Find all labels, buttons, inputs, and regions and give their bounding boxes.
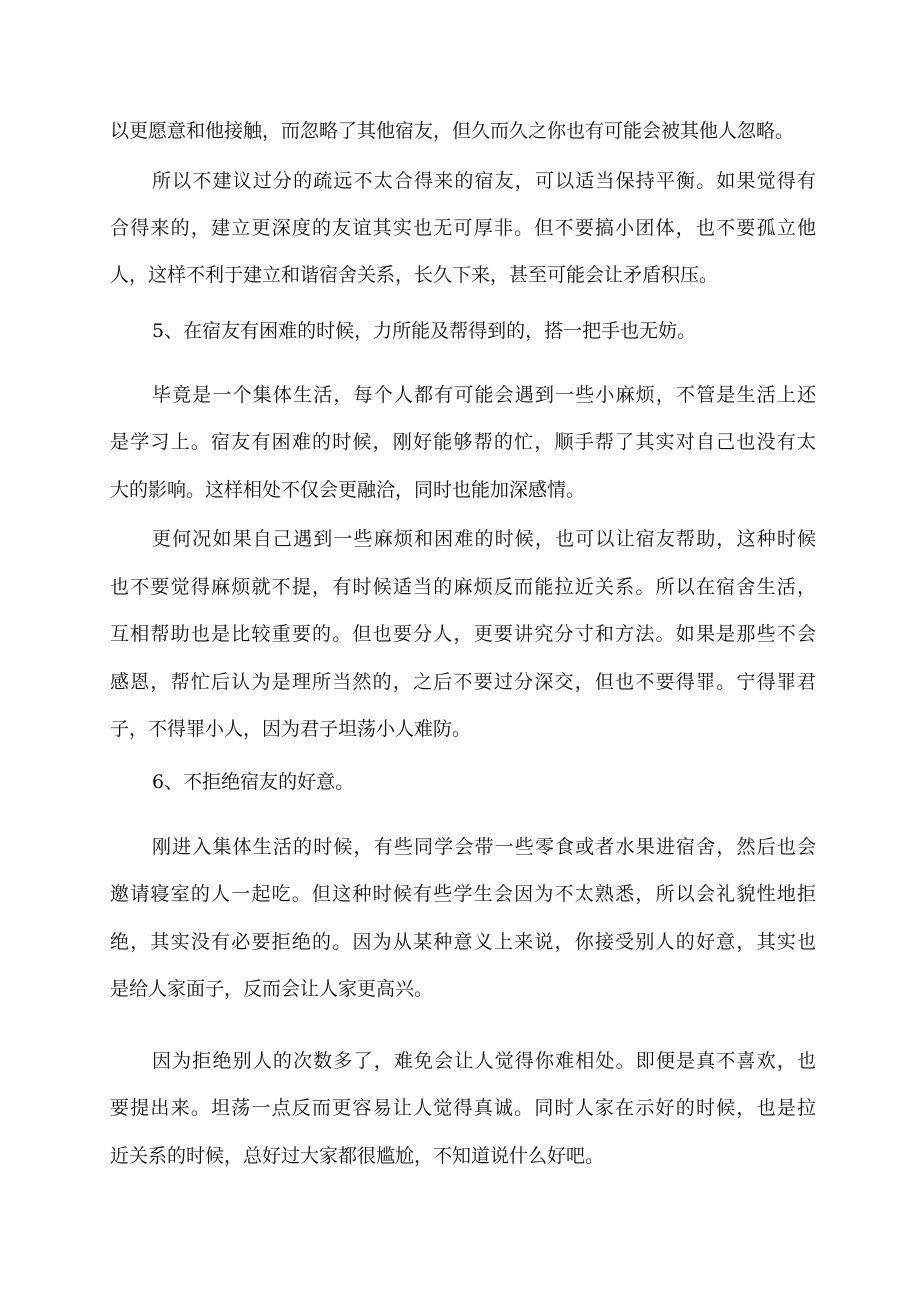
paragraph-line: 邀请寝室的人一起吃。但这种时候有些学生会因为不太熟悉，所以会礼貌性地拒 — [110, 883, 816, 905]
paragraph-line: 感恩，帮忙后认为是理所当然的，之后不要过分深交，但也不要得罪。宁得罪君 — [110, 671, 816, 693]
section-heading-5: 5、在宿友有困难的时候，力所能及帮得到的，搭一把手也无妨。 — [152, 320, 697, 342]
paragraph-line: 大的影响。这样相处不仅会更融洽，同时也能加深感情。 — [110, 479, 586, 501]
paragraph-line: 绝，其实没有必要拒绝的。因为从某种意义上来说，你接受别人的好意，其实也 — [110, 931, 816, 953]
paragraph-line: 子，不得罪小人，因为君子坦荡小人难防。 — [110, 718, 472, 740]
paragraph-line: 是给人家面子，反而会让人家更高兴。 — [110, 978, 434, 1000]
paragraph-line: 人，这样不利于建立和谐宿舍关系，长久下来，甚至可能会让矛盾积压。 — [110, 264, 719, 286]
paragraph-line: 更何况如果自己遇到一些麻烦和困难的时候，也可以让宿友帮助，这种时候 — [152, 528, 816, 550]
paragraph-line: 也不要觉得麻烦就不提，有时候适当的麻烦反而能拉近关系。所以在宿舍生活， — [110, 576, 816, 598]
paragraph-line: 以更愿意和他接触，而忽略了其他宿友，但久而久之你也有可能会被其他人忽略。 — [110, 120, 795, 142]
paragraph-line: 互相帮助也是比较重要的。但也要分人，更要讲究分寸和方法。如果是那些不会 — [110, 623, 816, 645]
paragraph-line: 合得来的，建立更深度的友谊其实也无可厚非。但不要搞小团体，也不要孤立他 — [110, 217, 816, 239]
paragraph-line: 要提出来。坦荡一点反而更容易让人觉得真诚。同时人家在示好的时候，也是拉 — [110, 1097, 816, 1119]
paragraph-line: 因为拒绝别人的次数多了，难免会让人觉得你难相处。即便是真不喜欢，也 — [152, 1050, 816, 1072]
paragraph-line: 所以不建议过分的疏远不太合得来的宿友，可以适当保持平衡。如果觉得有 — [152, 170, 816, 192]
paragraph-line: 刚进入集体生活的时候，有些同学会带一些零食或者水果进宿舍，然后也会 — [152, 836, 816, 858]
section-heading-6: 6、不拒绝宿友的好意。 — [152, 771, 355, 793]
paragraph-line: 毕竟是一个集体生活，每个人都有可能会遇到一些小麻烦，不管是生活上还 — [152, 384, 816, 406]
paragraph-line: 近关系的时候，总好过大家都很尴尬，不知道说什么好吧。 — [110, 1145, 605, 1167]
paragraph-line: 是学习上。宿友有困难的时候，刚好能够帮的忙，顺手帮了其实对自己也没有太 — [110, 431, 816, 453]
